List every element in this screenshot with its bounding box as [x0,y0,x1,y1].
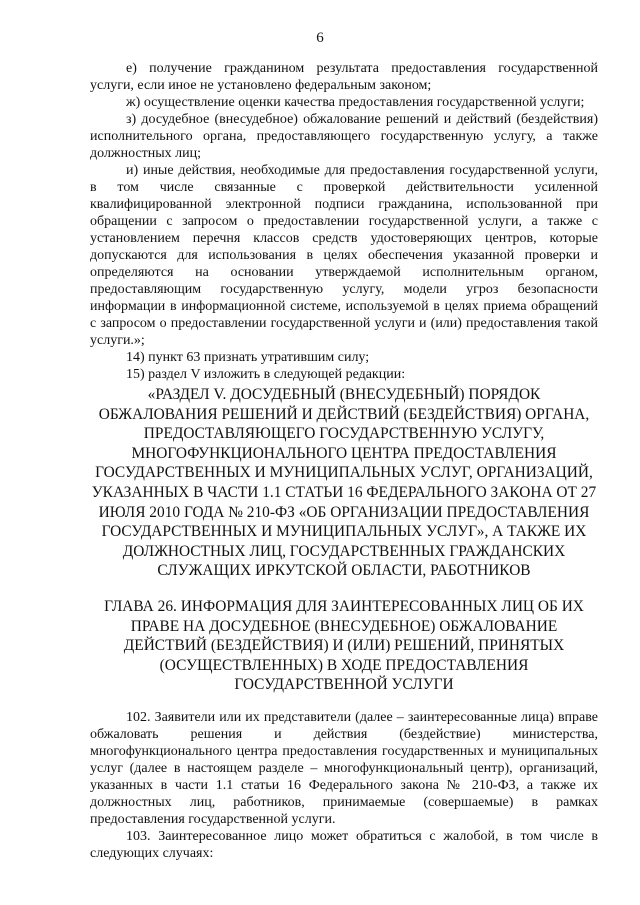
paragraph-item-e: е) получение гражданином результата предоставления государственной услуги, если иное не установлено федеральным законом; [90,61,598,93]
paragraph-item-z: з) досудебное (внесудебное) обжалование решений и действий (бездействия) исполнительного органа, предоставляющего государственную услугу, а также должностных лиц; [90,112,598,161]
paragraph-point-15: 15) раздел V изложить в следующей редакции: [126,367,406,382]
spacer [90,695,598,709]
paragraph-102: 102. Заявители или их представители (далее – заинтересованные лица) вправе обжаловать решения и действия (бездействие) министерства, многофункционального центра предоставления государственных и муниципальных услуг (далее в настоящем разделе – многофункциональный центр), организаций, указанных в части 1.1 статьи 16 Федерального закона № 210-ФЗ, а также их должностных лиц, работников, принимаемые (совершаемые) в рамках предоставления государственной услуги. [90,709,598,827]
page-number: 6 [316,30,324,46]
paragraph-point-14: 14) пункт 63 признать утратившим силу; [126,350,370,365]
chapter-heading: ГЛАВА 26. ИНФОРМАЦИЯ ДЛЯ ЗАИНТЕРЕСОВАННЫХ ЛИЦ ОБ ИХ ПРАВЕ НА ДОСУДЕБНОЕ (ВНЕСУДЕБНОЕ) ОБЖАЛОВАНИЕ ДЕЙСТВИЙ (БЕЗДЕЙСТВИЯ) И (ИЛИ) РЕШЕНИЙ, ПРИНЯТЫХ (ОСУЩЕСТВЛЕННЫХ) В ХОДЕ ПРЕДОСТАВЛЕНИЯ ГОСУДАРСТВЕННОЙ УСЛУГИ [104,597,584,694]
document-body [90,60,598,862]
section-heading: «РАЗДЕЛ V. ДОСУДЕБНЫЙ (ВНЕСУДЕБНЫЙ) ПОРЯДОК ОБЖАЛОВАНИЯ РЕШЕНИЙ И ДЕЙСТВИЙ (БЕЗДЕЙСТВИЯ) ОРГАНА, ПРЕДОСТАВЛЯЮЩЕГО ГОСУДАРСТВЕННУЮ УСЛУГУ, МНОГОФУНКЦИОНАЛЬНОГО ЦЕНТРА ПРЕДОСТАВЛЕНИЯ ГОСУДАРСТВЕННЫХ И МУНИЦИПАЛЬНЫХ УСЛУГ, ОРГАНИЗАЦИЙ, УКАЗАННЫХ В ЧАСТИ 1.1 СТАТЬИ 16 ФЕДЕРАЛЬНОГО ЗАКОНА ОТ 27 ИЮЛЯ 2010 ГОДА № 210-ФЗ «ОБ ОРГАНИЗАЦИИ ПРЕДОСТАВЛЕНИЯ ГОСУДАРСТВЕННЫХ И МУНИЦИПАЛЬНЫХ УСЛУГ», А ТАКЖЕ ИХ ДОЛЖНОСТНЫХ ЛИЦ, ГОСУДАРСТВЕННЫХ ГРАЖДАНСКИХ СЛУЖАЩИХ ИРКУТСКОЙ ОБЛАСТИ, РАБОТНИКОВ [91,386,597,580]
paragraph-item-i: и) иные действия, необходимые для предоставления государственной услуги, в том числе связанные с проверкой действительности усиленной квалифицированной электронной подписи гражданина, использованной при обращении с запросом о предоставлении государственной услуги, а также с установлением перечня классов средств удостоверяющих центров, которые допускаются для использования в целях обеспечения указанной проверки и определяются на основании утверждаемой исполнительным органом, предоставляющим государственную услугу, модели угроз безопасности информации в информационной системе, используемой в целях приема обращений с запросом о предоставлении государственной услуги и (или) предоставления такой услуги.»; [90,163,598,348]
paragraph-103: 103. Заинтересованное лицо может обратиться с жалобой, в том числе в следующих случаях: [90,828,598,861]
paragraph-item-zh: ж) осуществление оценки качества предоставления государственной услуги; [126,95,585,110]
